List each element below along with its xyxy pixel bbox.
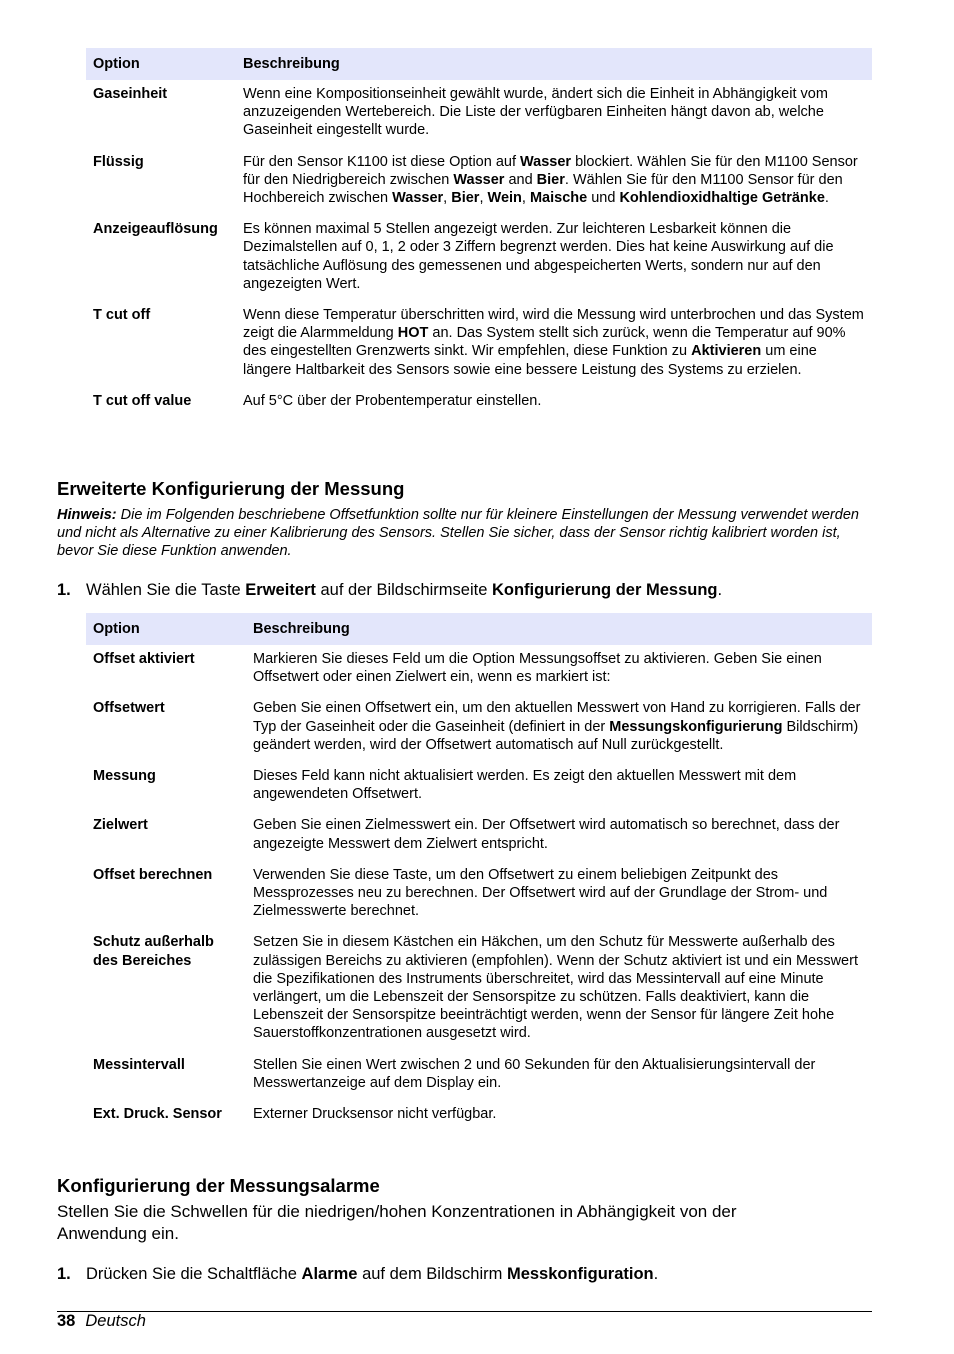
option-cell: T cut off value [93, 392, 192, 409]
text-run: Für den Sensor K1100 ist diese Option auf [243, 153, 521, 170]
section-heading-extended-config: Erweiterte Konfigurierung der Messung [57, 478, 405, 499]
bold-term: Messkonfiguration [506, 1265, 654, 1283]
bold-term: Kohlendioxidhaltige Getränke [619, 190, 825, 207]
bold-term: HOT [397, 325, 429, 342]
text-run: Auf 5°C über der Probentemperatur einstellen. [243, 392, 542, 409]
note-text: Die im Folgenden beschriebene Offsetfunktion sollte nur für kleinere Einstellungen der Messung verwendet werden und nicht als Alternative zu einer Kalibrierung des Sensors. Stellen Sie sicher, dass der Sensor richtig kalibriert worden ist, bevor Sie diese Funktion anwenden. [57, 507, 859, 560]
text-run: Wenn diese Temperatur überschritten wird, wird die Messung wird unterbrochen und das System zeigt die Alarmmeldung [243, 307, 864, 342]
option-cell: Flüssig [93, 153, 144, 170]
option-cell: Offset berechnen [93, 866, 213, 883]
description-cell [246, 694, 872, 762]
text-run: . [824, 190, 829, 207]
bold-term: Maische [529, 190, 588, 207]
page-footer [57, 1312, 146, 1331]
text-run: Wählen Sie die Taste [86, 581, 246, 599]
text-run: Markieren Sie dieses Feld um die Option Messungsoffset zu aktivieren. Geben Sie einen Offsetwert oder einen Zielwert ein, wenn es markiert ist: [253, 651, 822, 686]
alarms-intro-paragraph: Stellen Sie die Schwellen für die niedrigen/hohen Konzentrationen in Abhängigkeit von der Anwendung ein. [57, 1202, 737, 1243]
table-row [86, 1051, 872, 1100]
text-run: . [717, 581, 723, 599]
bold-term: Wasser [392, 190, 444, 207]
table-row [86, 694, 872, 762]
text-run: an. Das System stellt sich zurück, wenn die Temperatur auf 90% des eingestellten Grenzwerts sinkt. Wir empfehlen, diese Funktion zu [243, 325, 846, 360]
table-row [86, 811, 872, 860]
description-cell [246, 861, 872, 929]
table-row [86, 148, 872, 216]
option-cell: Messung [93, 768, 156, 785]
text-run: Dieses Feld kann nicht aktualisiert werden. Es zeigt den aktuellen Messwert mit dem angewendeten Offsetwert. [253, 768, 797, 803]
option-cell: Zielwert [93, 817, 148, 834]
bold-term: Konfigurierung der Messung [491, 581, 718, 599]
option-cell: Messintervall [93, 1056, 185, 1073]
table-row [86, 215, 872, 301]
text-run: Es können maximal 5 Stellen angezeigt werden. Zur leichteren Lesbarkeit können die Dezimalstellen auf 0, 1, 2 oder 3 Ziffern begrenzt werden. Dies hat keine Auswirkung auf die tatsächliche Auflösung des gemessenen und abgespeicherten Werts, sondern nur auf den angezeigten Wert. [243, 221, 834, 292]
text-run: auf der Bildschirmseite [315, 581, 492, 599]
bold-term: Wein [487, 190, 522, 207]
text-run: Stellen Sie einen Wert zwischen 2 und 60 Sekunden für den Aktualisierungsintervall der Messwertanzeige auf dem Display ein. [253, 1056, 816, 1091]
column-header-description: Beschreibung [246, 613, 872, 645]
description-cell [246, 811, 872, 860]
option-cell: Offsetwert [93, 700, 165, 717]
options-table-general [86, 48, 872, 418]
text-run: Geben Sie einen Offsetwert ein, um den aktuellen Messwert von Hand zu korrigieren. Falls der Typ der Gaseinheit oder die Gaseinheit (definiert in der [253, 700, 861, 735]
bold-term: Wasser [453, 171, 505, 188]
description-cell [236, 148, 872, 216]
column-header-option: Option [86, 613, 246, 645]
step-1-alarms [57, 1264, 872, 1285]
options-table-offset [86, 613, 872, 1131]
table-row [86, 928, 872, 1050]
description-cell [236, 215, 872, 301]
table-header-row [86, 48, 872, 80]
option-cell: Offset aktiviert [93, 651, 195, 667]
table-row [86, 301, 872, 387]
table-row [86, 1100, 872, 1131]
table-header-row [86, 613, 872, 645]
table-row [86, 861, 872, 929]
section-heading-alarms: Konfigurierung der Messungsalarme [57, 1175, 380, 1196]
note-paragraph [57, 506, 872, 561]
text-run: , [479, 190, 488, 207]
footer-language: Deutsch [85, 1312, 146, 1330]
option-cell: Gaseinheit [93, 86, 168, 102]
column-header-option: Option [86, 48, 236, 80]
description-cell [236, 301, 872, 387]
bold-term: Aktivieren [691, 343, 762, 360]
table-row [86, 762, 872, 811]
step-text [86, 1265, 658, 1283]
page-number: 38 [57, 1312, 76, 1330]
step-1-extended [57, 580, 872, 601]
bold-term: Erweitert [245, 581, 316, 599]
description-cell [246, 645, 872, 694]
description-cell [246, 1051, 872, 1100]
text-run: Setzen Sie in diesem Kästchen ein Häkchen, um den Schutz für Messwerte außerhalb des zulässigen Bereichs zu aktivieren (empfohlen). Wenn der Schutz aktiviert ist und ein Messwert die Spezifikationen des Instruments überschreitet, wird das Messintervall auf eine Minute verlängert, um die Lebenszeit der Sensorspitze zu schützen. Falls deaktiviert, kann die Lebenszeit der Sensorspitze beeinträchtigt werden, wenn der Sensor für längere Zeit hohe Sauerstoffkonzentrationen ausgesetzt wird. [253, 934, 858, 1042]
column-header-description: Beschreibung [236, 48, 872, 80]
text-run: auf dem Bildschirm [357, 1265, 507, 1283]
description-cell [246, 762, 872, 811]
footer-divider [57, 1311, 872, 1312]
option-cell: Anzeigeauflösung [93, 221, 218, 238]
text-run: und [587, 190, 620, 207]
description-cell [236, 387, 872, 418]
step-text [86, 581, 722, 599]
text-run: , [521, 190, 530, 207]
text-run: and [504, 171, 537, 188]
text-run: Verwenden Sie diese Taste, um den Offsetwert zu einem beliebigen Zeitpunkt des Messprozesses neu zu berechnen. Der Offsetwert wird auf der Grundlage der Strom- und Zielmesswerte berechnet. [253, 866, 828, 920]
description-cell [246, 928, 872, 1050]
table-row [86, 645, 872, 694]
text-run: Bildschirm) geändert werden, wird der Offsetwert automatisch auf Null zurückgestellt. [253, 718, 859, 753]
note-label: Hinweis: [57, 507, 117, 523]
bold-term: Bier [451, 190, 480, 207]
description-cell [236, 80, 872, 148]
text-run: um eine längere Haltbarkeit des Sensors sowie eine bessere Leistung des Systems zu erzielen. [243, 343, 817, 378]
bold-term: Bier [536, 171, 565, 188]
table-body [86, 80, 872, 418]
text-run: Drücken Sie die Schaltfläche [86, 1265, 302, 1283]
bold-term: Messungskonfigurierung [609, 718, 783, 735]
text-run: Wenn eine Kompositionseinheit gewählt wurde, ändert sich die Einheit in Abhängigkeit vom anzuzeigenden Wertebereich. Die Liste der verfügbaren Einheiten hängt davon ab, welche Gaseinheit eingestellt wurde. [243, 86, 828, 139]
table-row [86, 80, 872, 148]
option-cell: Schutz außerhalb des Bereiches [93, 934, 214, 969]
text-run: Geben Sie einen Zielmesswert ein. Der Offsetwert wird automatisch so berechnet, dass der angezeigte Messwert dem Zielwert entspricht. [253, 817, 840, 852]
text-run: Externer Drucksensor nicht verfügbar. [253, 1106, 497, 1123]
bold-term: Wasser [520, 153, 572, 170]
text-run: blockiert. Wählen Sie für den M1100 Sensor für den Niedrigbereich zwischen [243, 153, 858, 188]
bold-term: Alarme [301, 1265, 358, 1283]
text-run: . Wählen Sie für den M1100 Sensor für den Hochbereich zwischen [243, 171, 843, 207]
option-cell: T cut off [93, 307, 151, 324]
text-run: . [653, 1265, 659, 1283]
table-body [86, 645, 872, 1131]
step-number: 1. [57, 581, 71, 599]
option-cell: Ext. Druck. Sensor [93, 1106, 222, 1123]
text-run: , [443, 190, 452, 207]
step-number: 1. [57, 1265, 71, 1283]
table-row [86, 387, 872, 418]
description-cell [246, 1100, 872, 1131]
